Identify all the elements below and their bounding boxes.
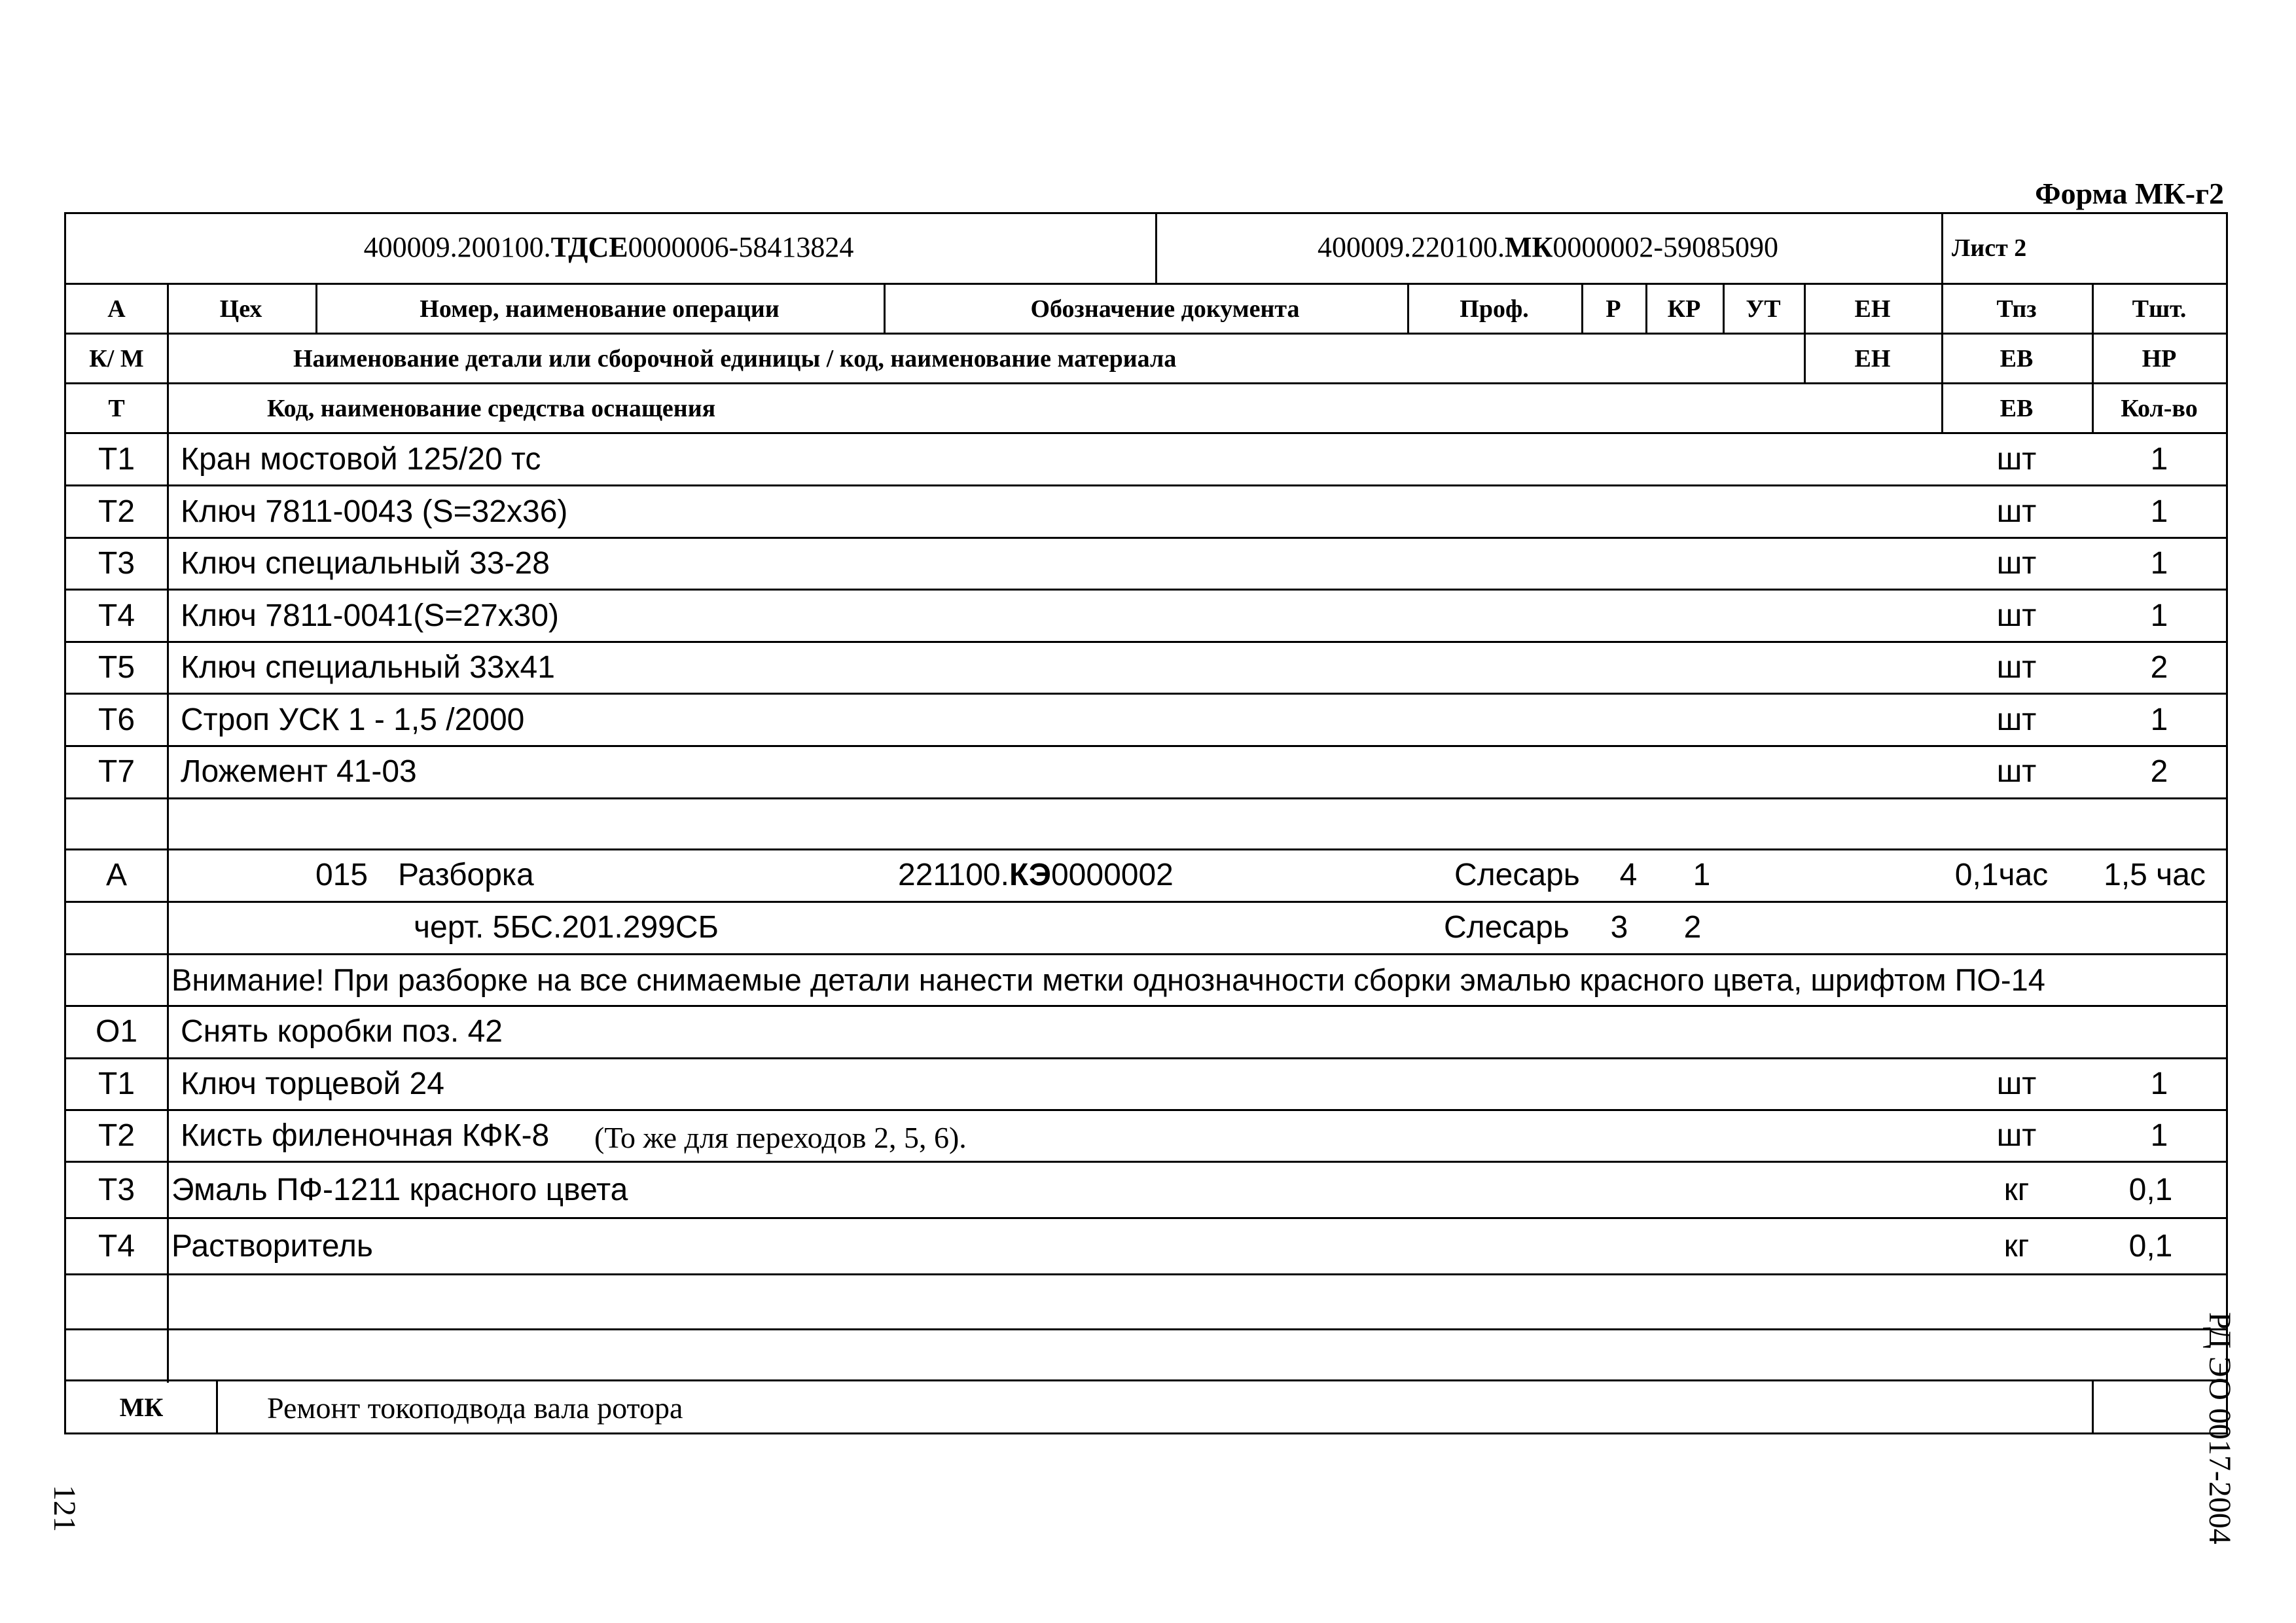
side-document-code: РД ЭО 0017-2004 [2202,1312,2237,1544]
tool-code: Т2 [98,494,135,529]
tool-qty: 1 [2150,1067,2168,1101]
tool-code: Т1 [98,1067,135,1101]
tool-unit: кг [2003,1173,2030,1207]
col-prof: Проф. [1460,295,1529,323]
step-text: Снять коробки поз. 42 [181,1014,503,1049]
col-tooling: Код, наименование средства оснащения [267,395,716,422]
col-nr: НР [2142,345,2177,373]
tool-unit: шт [1996,650,2037,685]
drawing-number: черт. 5БС.201.299СБ [414,910,719,945]
doc-number-tdse: 400009.200100.ТДСЕ0000006-58413824 [363,231,854,263]
tool-unit: шт [1996,546,2037,581]
tool-qty: 1 [2150,1118,2168,1153]
tool-unit: шт [1996,702,2037,737]
tool-name: Кисть филеночная КФК-8 [181,1118,550,1153]
tool-name: Ключ 7811-0041(S=27х30) [181,598,560,633]
tool-unit: шт [1996,442,2037,477]
col-t: Т [108,395,125,422]
form-label: Форма МК-г2 [2035,177,2224,210]
tool-code: Т1 [98,442,135,477]
col-km: К/ М [89,345,144,373]
drawing-prof: Слесарь [1444,910,1570,945]
col-kr: КР [1667,295,1701,323]
operation-kr: 1 [1693,858,1711,892]
col-en: ЕН [1854,295,1891,323]
operation-prof: Слесарь [1454,858,1580,892]
tool-unit: кг [2003,1229,2030,1264]
tool-code: Т2 [98,1118,135,1153]
tool-qty: 1 [2150,494,2168,529]
tool-qty: 0,1 [2128,1229,2173,1264]
tool-code: Т3 [98,1173,135,1207]
col-r: Р [1605,295,1621,323]
tool-unit: шт [1996,494,2037,529]
col-part-name: Наименование детали или сборочной единицы / код, наименование материала [293,345,1177,373]
drawing-kr: 2 [1683,910,1702,945]
tool-unit: шт [1996,598,2037,633]
tool-unit: шт [1996,1118,2037,1153]
tool-qty: 1 [2150,598,2168,633]
operation-document: 221100.КЭ0000002 [898,858,1174,892]
col-ut: УТ [1746,295,1781,323]
col-operation: Номер, наименование операции [420,295,780,323]
tool-note: (То же для переходов 2, 5, 6). [594,1121,967,1154]
tool-name: Ключ специальный 33х41 [181,650,555,685]
tool-unit: шт [1996,754,2037,789]
tool-code: Т6 [98,702,135,737]
tool-name: Ключ 7811-0043 (S=32х36) [181,494,568,529]
tool-code: Т7 [98,754,135,789]
tool-qty: 2 [2150,650,2168,685]
tool-name: Ключ специальный 33-28 [181,546,550,581]
operation-r: 4 [1619,858,1638,892]
operation-number: 015 [315,858,368,892]
operation-code: А [105,858,128,892]
warning-note: Внимание! При разборке на все снимаемые детали нанести метки однозначности сборки эмалью красного цвета, шрифтом ПО-14 [171,962,2045,997]
operation-tpz: 0,1час [1954,858,2049,892]
col-document: Обозначение документа [1030,295,1300,323]
tool-name: Ключ торцевой 24 [181,1067,444,1101]
tool-name: Строп УСК 1 - 1,5 /2000 [181,702,525,737]
tool-code: Т3 [98,546,135,581]
tool-qty: 2 [2150,754,2168,789]
footer-code: МК [119,1393,164,1422]
tool-unit: шт [1996,1067,2037,1101]
tool-name: Кран мостовой 125/20 тс [181,442,541,477]
col-qty: Кол-во [2121,395,2198,422]
tool-qty: 1 [2150,546,2168,581]
operation-tsht: 1,5 час [2104,858,2206,892]
col-ev2: ЕВ [2000,395,2034,422]
col-tpz: Тпз [1996,295,2037,323]
col-a: А [107,295,126,323]
tool-code: Т4 [98,1229,135,1264]
tool-name: Растворитель [171,1229,373,1264]
page-number: 121 [47,1485,82,1532]
col-en2: ЕН [1854,345,1891,373]
tool-name: Эмаль ПФ-1211 красного цвета [171,1173,628,1207]
tool-code: Т5 [98,650,135,685]
footer-title: Ремонт токоподвода вала ротора [267,1391,683,1425]
doc-number-mk: 400009.220100.МК0000002-59085090 [1317,231,1779,263]
tool-qty: 1 [2150,702,2168,737]
operation-name: Разборка [398,858,534,892]
tool-qty: 1 [2150,442,2168,477]
drawing-r: 3 [1610,910,1628,945]
tool-code: Т4 [98,598,135,633]
sheet-label: Лист 2 [1952,234,2027,262]
col-tsht: Тшт. [2132,295,2187,323]
col-ev: ЕВ [2000,345,2034,373]
col-shop: Цех [219,295,262,323]
tool-qty: 0,1 [2128,1173,2173,1207]
tool-name: Ложемент 41-03 [181,754,417,789]
step-code: О1 [95,1014,138,1049]
